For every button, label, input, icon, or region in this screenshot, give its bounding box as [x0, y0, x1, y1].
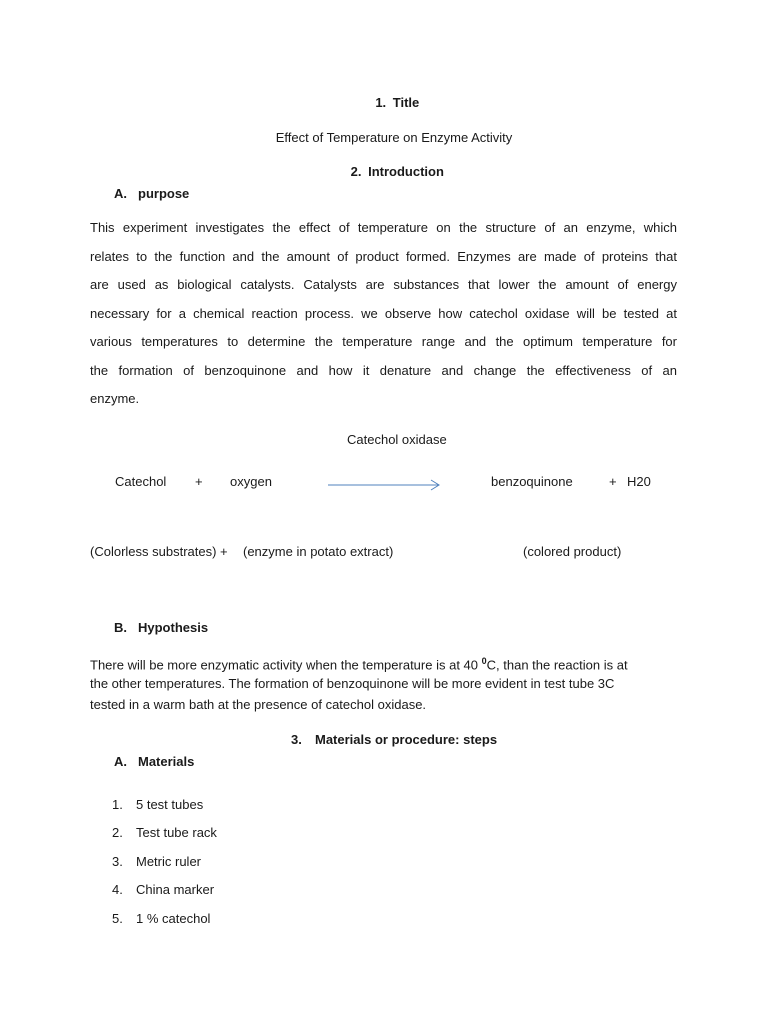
materials-list-item	[112, 797, 203, 812]
hypothesis-paragraph	[90, 651, 677, 716]
list-text: 5 test tubes	[136, 797, 204, 812]
list-text: 1 % catechol	[136, 911, 211, 926]
materials-label: Materials	[138, 754, 195, 769]
section-3-label: Materials or procedure: steps	[315, 732, 498, 747]
purpose-line: are used as biological catalysts. Catalysts are substances that lower the amount of energy	[90, 277, 677, 292]
hypothesis-line: tested in a warm bath at the presence of catechol oxidase.	[90, 697, 427, 712]
list-number: 3.	[112, 854, 123, 869]
hypothesis-heading	[114, 620, 208, 635]
substrate-oxygen: oxygen	[230, 474, 272, 489]
list-number: 1.	[112, 797, 123, 812]
hypothesis-line: the other temperatures. The formation of benzoquinone will be more evident in test tube 3C	[90, 675, 615, 691]
section-1-label: Title	[392, 95, 420, 110]
purpose-line: various temperatures to determine the temperature range and the optimum temperature for	[90, 334, 677, 349]
list-text: Metric ruler	[136, 854, 202, 869]
purpose-line: This experiment investigates the effect of temperature on the structure of an enzyme, which	[90, 220, 677, 235]
hypothesis-label: Hypothesis	[138, 620, 209, 635]
note-substrates: (Colorless substrates) +	[90, 544, 228, 559]
purpose-letter: A.	[114, 186, 127, 201]
list-number: 2.	[112, 825, 123, 840]
purpose-line: relates to the function and the amount of product formed. Enzymes are made of proteins that	[90, 248, 677, 264]
purpose-paragraph	[90, 214, 677, 414]
materials-heading	[114, 754, 194, 769]
materials-list-item	[112, 854, 201, 869]
list-text: Test tube rack	[136, 825, 217, 840]
purpose-label: purpose	[138, 186, 190, 201]
materials-letter: A.	[114, 754, 127, 769]
materials-list-item	[112, 825, 217, 840]
purpose-line: enzyme.	[90, 391, 140, 406]
plus-sign: +	[609, 474, 617, 489]
section-2-label: Introduction	[368, 164, 444, 179]
hypothesis-text: There will be more enzymatic activity when the temperature is at 40	[90, 657, 482, 673]
product-water: H20	[627, 474, 651, 489]
purpose-line: necessary for a chemical reaction process. we observe how catechol oxidase will be tested at	[90, 305, 677, 321]
purpose-heading	[114, 186, 189, 201]
degree-superscript: 0	[481, 656, 487, 666]
list-number: 5.	[112, 911, 123, 926]
section-1-heading	[0, 95, 768, 110]
note-enzyme: (enzyme in potato extract)	[243, 544, 394, 559]
section-3-number: 3.	[291, 732, 302, 747]
reaction-arrow	[326, 477, 444, 493]
hypothesis-line	[90, 651, 677, 673]
document-title: Effect of Temperature on Enzyme Activity	[275, 130, 513, 145]
note-product: (colored product)	[523, 544, 622, 559]
purpose-line: the formation of benzoquinone and how it denature and change the effectiveness of an	[90, 362, 677, 378]
section-1-number: 1.	[375, 95, 387, 110]
section-2-heading	[0, 164, 768, 179]
product-benzoquinone: benzoquinone	[491, 474, 573, 489]
plus-sign: +	[195, 474, 203, 489]
hypothesis-letter: B.	[114, 620, 127, 635]
materials-list-item	[112, 911, 210, 926]
hypothesis-text: C, than the reaction is at	[486, 657, 628, 673]
materials-list-item	[112, 882, 214, 897]
list-text: China marker	[136, 882, 215, 897]
substrate-catechol: Catechol	[115, 474, 167, 489]
enzyme-label: Catechol oxidase	[347, 432, 447, 447]
section-2-number: 2.	[350, 164, 362, 179]
list-number: 4.	[112, 882, 123, 897]
section-3-heading	[291, 732, 497, 747]
